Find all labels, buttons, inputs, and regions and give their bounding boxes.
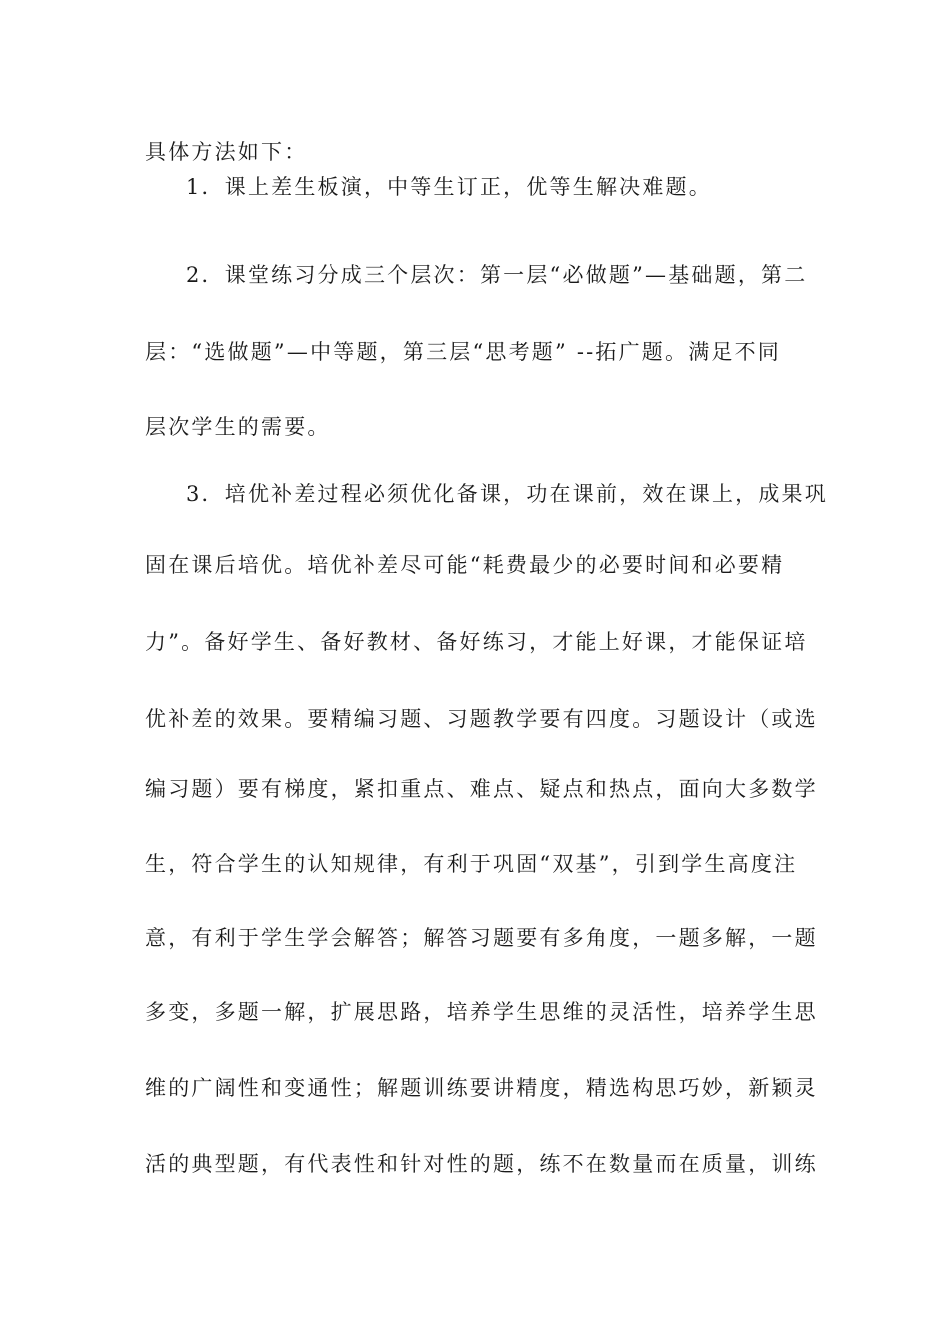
text-line-item-2: 2．课堂练习分成三个层次：第一层“必做题”—基础题，第二 [186,263,808,287]
text-line-item-3-cont: 生，符合学生的认知规律，有利于巩固“双基”，引到学生高度注 [145,852,798,876]
text-line-item-1: 1．课上差生板演，中等生订正，优等生解决难题。 [186,175,712,199]
text-line-item-3-cont: 编习题）要有梯度，紧扣重点、难点、疑点和热点，面向大多数学 [145,777,818,801]
text-line-item-3-cont: 活的典型题，有代表性和针对性的题，练不在数量而在质量，训练 [145,1152,818,1176]
text-line-item-3-cont: 维的广阔性和变通性；解题训练要讲精度，精选构思巧妙，新颖灵 [145,1076,818,1100]
text-line-intro: 具体方法如下： [145,140,308,164]
text-line-item-3-cont: 固在课后培优。培优补差尽可能“耗费最少的必要时间和必要精 [145,553,785,577]
text-line-item-2-cont: 层：“选做题”—中等题，第三层“思考题” --拓广题。满足不同 [145,340,782,364]
text-line-item-3: 3．培优补差过程必须优化备课，功在课前，效在课上，成果巩 [186,482,828,506]
text-line-item-3-cont: 力”。备好学生、备好教材、备好练习，才能上好课，才能保证培 [145,630,808,654]
text-line-item-3-cont: 多变，多题一解，扩展思路，培养学生思维的灵活性，培养学生思 [145,1000,818,1024]
text-line-item-3-cont: 意，有利于学生学会解答；解答习题要有多角度，一题多解，一题 [145,926,818,950]
text-line-item-2-end: 层次学生的需要。 [145,415,331,439]
text-line-item-3-cont: 优补差的效果。要精编习题、习题教学要有四度。习题设计（或选 [145,707,818,731]
